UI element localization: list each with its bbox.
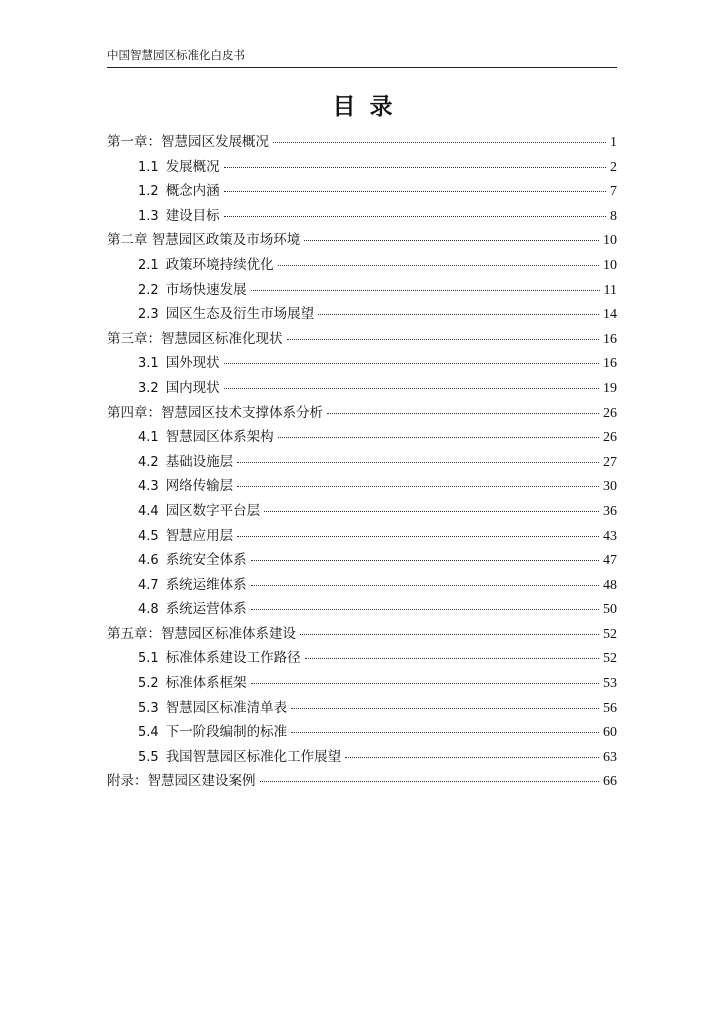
toc-entry-number: 4.4 xyxy=(138,503,159,519)
toc-chapter-entry[interactable] xyxy=(107,130,617,155)
toc-entry-label: 第二章 智慧园区政策及市场环境 xyxy=(107,232,301,249)
toc-entry-page: 48 xyxy=(603,577,617,593)
toc-entry-page: 56 xyxy=(603,700,617,716)
toc-entry-label: 第三章：智慧园区标准化现状 xyxy=(107,330,283,347)
toc-entry-page: 27 xyxy=(603,454,617,470)
toc-section-entry[interactable] xyxy=(107,646,617,671)
toc-dot-leader xyxy=(224,166,606,168)
toc-section-entry[interactable] xyxy=(107,671,617,696)
toc-chapter-entry[interactable] xyxy=(107,401,617,426)
toc-entry-label: 园区生态及衍生市场展望 xyxy=(165,306,315,323)
toc-section-entry[interactable] xyxy=(107,376,617,401)
toc-dot-leader xyxy=(305,657,599,659)
toc-entry-page: 66 xyxy=(603,774,617,790)
toc-entry-label: 第一章：智慧园区发展概况 xyxy=(107,134,269,150)
toc-entry-page: 47 xyxy=(603,553,617,569)
toc-entry-number: 4.2 xyxy=(138,454,159,470)
toc-dot-leader xyxy=(278,436,599,438)
toc-dot-leader xyxy=(251,559,599,561)
toc-entry-page: 52 xyxy=(603,651,617,667)
toc-section-entry[interactable] xyxy=(107,524,617,549)
toc-entry-label: 园区数字平台层 xyxy=(165,502,261,519)
toc-entry-number: 4.1 xyxy=(138,430,159,446)
toc-entry-number: 3.1 xyxy=(138,356,159,372)
toc-dot-leader xyxy=(224,190,606,192)
toc-dot-leader xyxy=(300,633,599,635)
toc-entry-number: 5.2 xyxy=(138,676,159,692)
toc-entry-page: 10 xyxy=(603,257,617,273)
toc-chapter-entry[interactable] xyxy=(107,622,617,647)
toc-entry-label: 系统安全体系 xyxy=(165,552,247,569)
toc-entry-label: 标准体系建设工作路径 xyxy=(165,650,301,667)
toc-section-entry[interactable] xyxy=(107,499,617,524)
header-rule xyxy=(107,67,617,68)
toc-entry-page: 26 xyxy=(603,430,617,446)
toc-entry-page: 16 xyxy=(603,331,617,347)
toc-dot-leader xyxy=(224,215,606,217)
toc-dot-leader xyxy=(260,780,600,782)
toc-entry-label: 国外现状 xyxy=(165,355,220,372)
toc-dot-leader xyxy=(237,485,599,487)
toc-entry-label: 国内现状 xyxy=(165,379,220,396)
toc-section-entry[interactable] xyxy=(107,155,617,180)
toc-entry-number: 5.4 xyxy=(138,725,159,741)
toc-entry-number: 1.3 xyxy=(138,208,159,224)
toc-entry-page: 11 xyxy=(603,282,617,298)
toc-entry-number: 4.6 xyxy=(138,553,159,569)
toc-dot-leader xyxy=(237,461,599,463)
toc-entry-page: 43 xyxy=(603,528,617,544)
toc-entry-number: 5.3 xyxy=(138,700,159,716)
toc-entry-label: 第五章：智慧园区标准体系建设 xyxy=(107,625,296,642)
toc-section-entry[interactable] xyxy=(107,450,617,475)
toc-entry-label: 建设目标 xyxy=(165,207,220,224)
toc-section-entry[interactable] xyxy=(107,302,617,327)
toc-entry-page: 63 xyxy=(603,749,617,765)
toc-entry-number: 2.1 xyxy=(138,257,159,273)
toc-section-entry[interactable] xyxy=(107,179,617,204)
toc-entry-page: 1 xyxy=(610,135,617,150)
toc-entry-number: 4.5 xyxy=(138,528,159,544)
toc-entry-page: 16 xyxy=(603,356,617,372)
toc-entry-label: 下一阶段编制的标准 xyxy=(165,724,288,741)
toc-dot-leader xyxy=(251,608,599,610)
toc-section-entry[interactable] xyxy=(107,720,617,745)
toc-dot-leader xyxy=(251,682,599,684)
toc-chapter-entry[interactable] xyxy=(107,769,617,794)
toc-section-entry[interactable] xyxy=(107,573,617,598)
toc-section-entry[interactable] xyxy=(107,474,617,499)
toc-dot-leader xyxy=(237,535,599,537)
toc-dot-leader xyxy=(291,707,599,709)
toc-entry-page: 53 xyxy=(603,676,617,692)
toc-entry-number: 4.3 xyxy=(138,479,159,495)
toc-entry-label: 政策环境持续优化 xyxy=(165,256,274,273)
toc-entry-number: 5.1 xyxy=(138,651,159,667)
toc-dot-leader xyxy=(273,141,606,143)
toc-entry-page: 52 xyxy=(603,626,617,642)
toc-entry-label: 标准体系框架 xyxy=(165,675,247,692)
toc-section-entry[interactable] xyxy=(107,278,617,303)
toc-entry-label: 发展概况 xyxy=(165,158,220,175)
toc-chapter-entry[interactable] xyxy=(107,327,617,352)
toc-entry-label: 第四章：智慧园区技术支撑体系分析 xyxy=(107,404,323,421)
toc-entry-page: 14 xyxy=(603,307,617,323)
toc-entry-label: 市场快速发展 xyxy=(165,281,247,298)
toc-entry-label: 智慧园区体系架构 xyxy=(165,429,274,446)
running-header: 中国智慧园区标准化白皮书 xyxy=(107,48,245,62)
toc-dot-leader xyxy=(278,264,599,266)
toc-section-entry[interactable] xyxy=(107,351,617,376)
toc-section-entry[interactable] xyxy=(107,597,617,622)
toc-entry-page: 2 xyxy=(610,159,617,175)
toc-section-entry[interactable] xyxy=(107,745,617,770)
toc-section-entry[interactable] xyxy=(107,548,617,573)
toc-entry-number: 3.2 xyxy=(138,380,159,396)
toc-entry-label: 我国智慧园区标准化工作展望 xyxy=(165,748,342,765)
toc-entry-label: 系统运维体系 xyxy=(165,576,247,593)
toc-entry-page: 19 xyxy=(603,380,617,396)
toc-entry-label: 基础设施层 xyxy=(165,453,234,470)
table-of-contents xyxy=(107,130,617,794)
toc-entry-page: 7 xyxy=(610,184,617,200)
toc-dot-leader xyxy=(224,387,599,389)
toc-chapter-entry[interactable] xyxy=(107,228,617,253)
toc-entry-page: 60 xyxy=(603,725,617,741)
toc-entry-number: 1.1 xyxy=(138,159,159,175)
toc-entry-number: 1.2 xyxy=(138,184,159,200)
toc-entry-label: 智慧应用层 xyxy=(165,527,234,544)
toc-entry-page: 30 xyxy=(603,479,617,495)
toc-entry-page: 36 xyxy=(603,503,617,519)
toc-entry-label: 网络传输层 xyxy=(165,478,234,495)
toc-title: 目录 xyxy=(332,93,407,120)
toc-entry-number: 4.7 xyxy=(138,577,159,593)
toc-entry-page: 8 xyxy=(610,208,617,224)
toc-entry-number: 2.3 xyxy=(138,307,159,323)
toc-entry-number: 4.8 xyxy=(138,602,159,618)
toc-section-entry[interactable] xyxy=(107,425,617,450)
toc-entry-label: 智慧园区标准清单表 xyxy=(165,699,288,716)
toc-entry-page: 10 xyxy=(603,233,617,249)
toc-entry-number: 5.5 xyxy=(138,749,159,765)
toc-entry-label: 概念内涵 xyxy=(165,183,220,200)
toc-dot-leader xyxy=(318,313,599,315)
toc-entry-page: 26 xyxy=(603,405,617,421)
toc-section-entry[interactable] xyxy=(107,204,617,229)
toc-dot-leader xyxy=(291,731,599,733)
toc-dot-leader xyxy=(251,289,600,291)
toc-dot-leader xyxy=(251,584,599,586)
toc-dot-leader xyxy=(264,510,599,512)
toc-entry-label: 附录：智慧园区建设案例 xyxy=(107,773,256,790)
toc-dot-leader xyxy=(327,412,599,414)
toc-entry-number: 2.2 xyxy=(138,282,159,298)
toc-section-entry[interactable] xyxy=(107,253,617,278)
toc-entry-label: 系统运营体系 xyxy=(165,601,247,618)
toc-dot-leader xyxy=(345,756,599,758)
toc-dot-leader xyxy=(287,338,600,340)
toc-entry-page: 50 xyxy=(603,602,617,618)
toc-dot-leader xyxy=(224,362,599,364)
toc-dot-leader xyxy=(304,239,599,241)
toc-section-entry[interactable] xyxy=(107,696,617,721)
